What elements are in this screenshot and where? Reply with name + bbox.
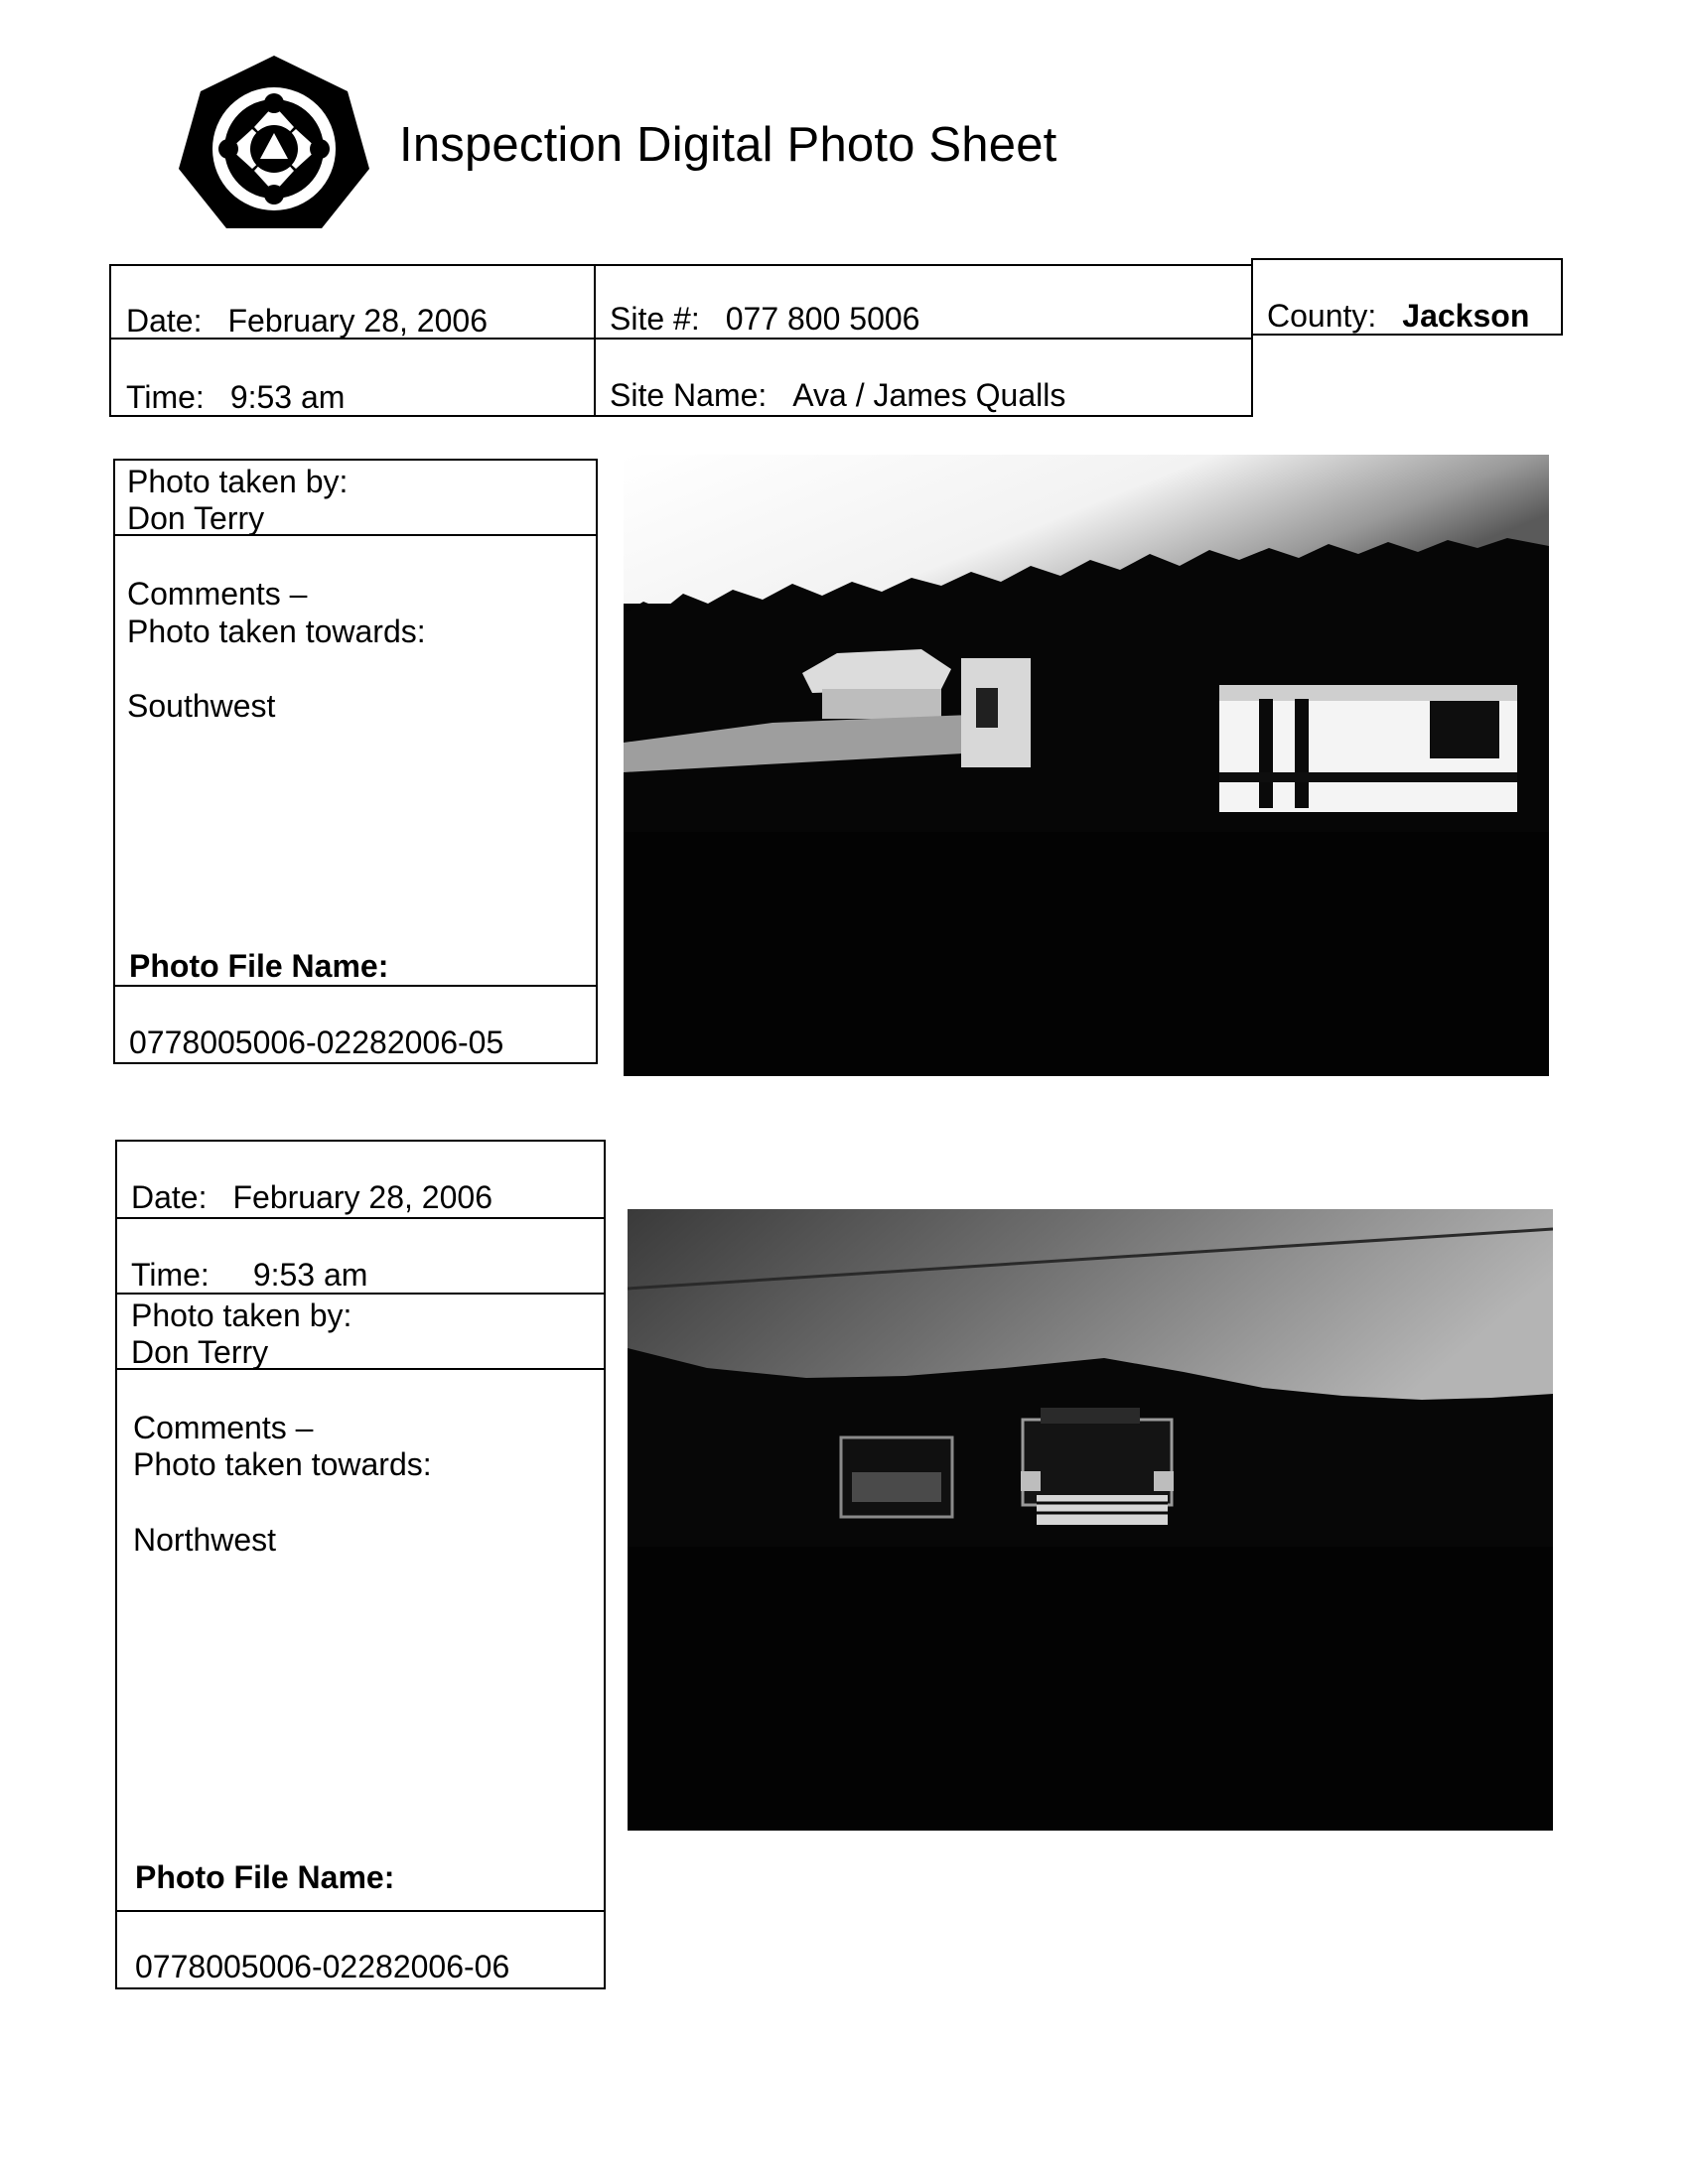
time-label: Time: [126, 379, 205, 415]
photo2-file-name-value: 0778005006-02282006-06 [135, 1949, 510, 1984]
site-number-label: Site #: [610, 301, 700, 337]
photo2-comments-label: Comments – [133, 1410, 314, 1445]
photo2-direction: Northwest [133, 1522, 277, 1558]
county-label: County: [1267, 298, 1377, 334]
agency-logo [177, 54, 371, 238]
photo1-image [624, 455, 1549, 1076]
photo2-date-value: February 28, 2006 [232, 1179, 492, 1215]
county-value: Jackson [1402, 298, 1530, 334]
site-name-value: Ava / James Qualls [792, 377, 1066, 413]
photo1-towards-label: Photo taken towards: [127, 614, 426, 649]
date-value: February 28, 2006 [227, 303, 488, 339]
time-value: 9:53 am [229, 379, 346, 415]
photo1-file-name-value: 0778005006-02282006-05 [129, 1024, 504, 1060]
site-number-value: 077 800 5006 [725, 301, 920, 337]
site-name-field [610, 377, 1065, 414]
photo1-comments-label: Comments – [127, 576, 308, 612]
photo2-image [628, 1209, 1553, 1831]
site-number-field [610, 301, 919, 338]
photo2-taken-by-label: Photo taken by: [131, 1297, 352, 1333]
county-field [1267, 298, 1529, 335]
photo1-taken-by-value: Don Terry [127, 500, 265, 536]
photo2-time-label: Time: [131, 1257, 210, 1293]
photo2-file-name-label: Photo File Name: [135, 1859, 395, 1895]
photo2-taken-by-value: Don Terry [131, 1334, 269, 1370]
photo2-date-label: Date: [131, 1179, 208, 1215]
photo1-file-name-label: Photo File Name: [129, 948, 389, 984]
photo1-direction: Southwest [127, 688, 276, 724]
site-name-label: Site Name: [610, 377, 768, 413]
photo2-towards-label: Photo taken towards: [133, 1446, 432, 1482]
photo2-time-value: 9:53 am [252, 1257, 368, 1293]
page-title: Inspection Digital Photo Sheet [399, 118, 1057, 172]
photo2-date-field [131, 1179, 492, 1216]
photo1-taken-by-label: Photo taken by: [127, 464, 349, 499]
time-field [126, 379, 345, 416]
photo2-time-field [131, 1257, 367, 1294]
date-label: Date: [126, 303, 203, 339]
date-field [126, 303, 488, 340]
